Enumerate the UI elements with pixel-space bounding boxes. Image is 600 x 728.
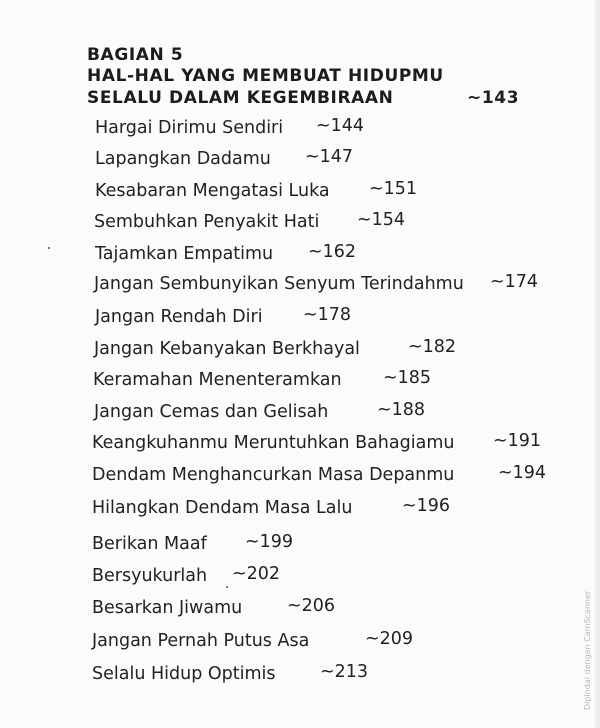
section-title-line1: HAL-HAL YANG MEMBUAT HIDUPMU [87, 66, 444, 86]
section-page-number: ~143 [467, 88, 520, 108]
toc-entry-page: ~162 [308, 242, 357, 262]
toc-entry-title: Hilangkan Dendam Masa Lalu [92, 498, 353, 518]
page-edge-shadow [594, 0, 600, 728]
toc-entry-title: Dendam Menghancurkan Masa Depanmu [92, 465, 455, 485]
toc-entry-page: ~147 [305, 147, 354, 167]
toc-entry-page: ~154 [357, 210, 406, 230]
toc-entry-title: Kesabaran Mengatasi Luka [95, 181, 330, 201]
toc-entry-page: ~202 [232, 564, 281, 584]
toc-entry-title: Tajamkan Empatimu [95, 244, 274, 264]
toc-entry-title: Jangan Kebanyakan Berkhayal [94, 339, 360, 359]
toc-entry-title: Jangan Pernah Putus Asa [92, 631, 310, 651]
toc-entry-page: ~178 [303, 305, 352, 325]
section-label: BAGIAN 5 [87, 45, 184, 65]
toc-entry-title: Besarkan Jiwamu [92, 598, 243, 618]
toc-entry-title: Lapangkan Dadamu [95, 149, 271, 169]
toc-entry-title: Jangan Rendah Diri [95, 307, 263, 327]
toc-entry-title: Hargai Dirimu Sendiri [95, 118, 284, 138]
toc-entry-title: Sembuhkan Penyakit Hati [94, 212, 320, 232]
toc-entry-page: ~209 [365, 629, 414, 649]
toc-entry-page: ~196 [402, 496, 451, 516]
toc-entry-page: ~151 [369, 179, 418, 199]
toc-entry-title: Berikan Maaf [92, 534, 207, 554]
toc-entry-page: ~194 [498, 463, 547, 483]
toc-entry-page: ~199 [245, 532, 294, 552]
toc-entry-page: ~213 [320, 662, 369, 682]
toc-entry-title: Jangan Sembunyikan Senyum Terindahmu [94, 274, 464, 294]
scan-speck [226, 586, 228, 588]
toc-entry-page: ~144 [316, 116, 365, 136]
toc-entry-page: ~185 [383, 368, 432, 388]
toc-entry-page: ~174 [490, 272, 539, 292]
toc-entry-title: Bersyukurlah [92, 566, 208, 586]
toc-entry-page: ~188 [377, 400, 426, 420]
section-title-line2: SELALU DALAM KEGEMBIRAAN [87, 88, 394, 108]
toc-entry-page: ~191 [493, 431, 542, 451]
toc-entry-title: Keramahan Menenteramkan [93, 370, 342, 390]
scan-speck [48, 247, 50, 249]
toc-entry-page: ~182 [408, 337, 457, 357]
scanner-watermark: Dipindai dengan CamScanner [583, 590, 592, 710]
toc-entry-title: Jangan Cemas dan Gelisah [94, 402, 329, 422]
toc-entry-title: Keangkuhanmu Meruntuhkan Bahagiamu [92, 433, 455, 453]
toc-entry-page: ~206 [287, 596, 336, 616]
toc-entry-title: Selalu Hidup Optimis [92, 664, 276, 684]
